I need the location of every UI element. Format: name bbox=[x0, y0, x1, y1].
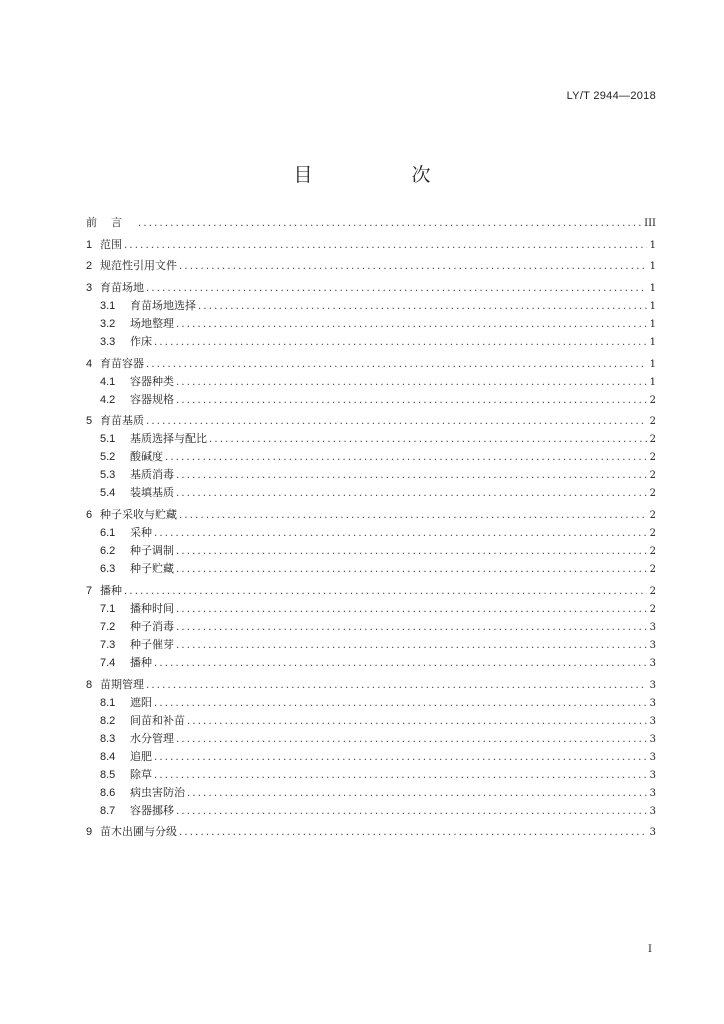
toc-entry-number: 5.4 bbox=[100, 487, 116, 500]
toc-entry-label: 水分管理 bbox=[130, 731, 174, 745]
dot-leader bbox=[179, 824, 647, 842]
toc-entry-label: 范围 bbox=[100, 237, 122, 251]
toc-entry-number: 4.2 bbox=[100, 393, 116, 406]
toc-entry-label: 播种时间 bbox=[130, 601, 174, 615]
toc-entry bbox=[86, 315, 656, 333]
toc-entry-number: 7.1 bbox=[100, 602, 116, 615]
dot-leader bbox=[187, 713, 647, 731]
dot-leader bbox=[179, 258, 647, 276]
dot-leader bbox=[138, 215, 641, 233]
toc-entry bbox=[86, 297, 656, 315]
toc-entry-number: 4.1 bbox=[100, 375, 116, 388]
toc-entry-page: 1 bbox=[649, 337, 656, 349]
toc-entry bbox=[86, 373, 656, 391]
toc-entry-number: 3 bbox=[86, 282, 93, 295]
toc-entry bbox=[86, 676, 656, 694]
toc-entry bbox=[86, 712, 656, 730]
dot-leader bbox=[154, 655, 647, 673]
dot-leader bbox=[176, 467, 647, 485]
dot-leader bbox=[124, 237, 647, 255]
dot-leader bbox=[154, 334, 647, 352]
toc-entry bbox=[86, 618, 656, 636]
toc-entry-page: 3 bbox=[649, 805, 656, 817]
toc-entry-label: 基质消毒 bbox=[130, 468, 174, 482]
toc-entry bbox=[86, 484, 656, 502]
dot-leader bbox=[187, 785, 647, 803]
toc-entry bbox=[86, 748, 656, 766]
toc-entry-page: 2 bbox=[649, 488, 656, 500]
toc-entry-page: 3 bbox=[649, 787, 656, 799]
toc-entry-label: 容器挪移 bbox=[130, 803, 174, 817]
toc-entry-page: 2 bbox=[649, 394, 656, 406]
toc-entry-label: 苗期管理 bbox=[100, 677, 144, 691]
toc-entry-number: 6.3 bbox=[100, 563, 116, 576]
dot-leader bbox=[154, 767, 647, 785]
dot-leader bbox=[176, 392, 647, 410]
toc-entry-label: 除草 bbox=[130, 767, 152, 781]
toc-entry-label: 种子调制 bbox=[130, 544, 174, 558]
toc-entry bbox=[86, 236, 656, 254]
toc-entry-number: 5 bbox=[86, 415, 93, 428]
dot-leader bbox=[146, 413, 647, 431]
dot-leader bbox=[124, 583, 647, 601]
toc-entry-page: 3 bbox=[649, 639, 656, 651]
toc-entry-number: 8.6 bbox=[100, 786, 116, 799]
toc-entry-label: 基质选择与配比 bbox=[130, 432, 207, 446]
dot-leader bbox=[198, 298, 647, 316]
toc-entry-number: 8 bbox=[86, 678, 93, 691]
toc-entry-page: 3 bbox=[649, 733, 656, 745]
toc-entry-page: 3 bbox=[649, 697, 656, 709]
dot-leader bbox=[176, 374, 647, 392]
toc-entry-page: 1 bbox=[649, 283, 656, 295]
toc-entry-page: 2 bbox=[649, 603, 656, 615]
toc-entry-number: 2 bbox=[86, 260, 93, 273]
toc-entry-number: 7.2 bbox=[100, 620, 116, 633]
dot-leader bbox=[176, 601, 647, 619]
dot-leader bbox=[176, 561, 647, 579]
toc-entry-number: 8.3 bbox=[100, 732, 116, 745]
toc-entry-number: 6.1 bbox=[100, 527, 116, 540]
toc-entry-page: 2 bbox=[649, 585, 656, 597]
toc-entry-label: 前言 bbox=[86, 216, 136, 229]
toc-entry bbox=[86, 430, 656, 448]
toc-entry-page: III bbox=[644, 218, 656, 229]
toc-entry bbox=[86, 636, 656, 654]
toc-entry-page: 1 bbox=[649, 301, 656, 313]
toc-entry-number: 8.4 bbox=[100, 750, 116, 763]
toc-entry-number: 1 bbox=[86, 238, 93, 251]
toc-entry-label: 作床 bbox=[130, 335, 152, 349]
toc-entry-label: 酸碱度 bbox=[130, 450, 163, 464]
toc-entry-label: 种子催芽 bbox=[130, 637, 174, 651]
toc-entry bbox=[86, 391, 656, 409]
toc-entry-page: 2 bbox=[649, 510, 656, 522]
toc-entry-label: 种子采收与贮藏 bbox=[100, 508, 177, 522]
toc-entry-label: 遮阳 bbox=[130, 695, 152, 709]
toc-entry-label: 装填基质 bbox=[130, 486, 174, 500]
toc-entry bbox=[86, 355, 656, 373]
dot-leader bbox=[176, 803, 647, 821]
toc-entry-label: 育苗场地 bbox=[100, 281, 144, 295]
toc-entry-label: 种子贮藏 bbox=[130, 562, 174, 576]
dot-leader bbox=[176, 316, 647, 334]
toc-entry-number: 8.7 bbox=[100, 804, 116, 817]
toc-entry-label: 容器规格 bbox=[130, 392, 174, 406]
dot-leader bbox=[146, 356, 647, 374]
toc-entry bbox=[86, 802, 656, 820]
toc-entry-number: 3.3 bbox=[100, 336, 116, 349]
dot-leader bbox=[154, 525, 647, 543]
toc-entry-page: 2 bbox=[649, 416, 656, 428]
toc-entry-page: 3 bbox=[649, 657, 656, 669]
toc-entry-page: 2 bbox=[649, 528, 656, 540]
toc-entry-label: 容器种类 bbox=[130, 374, 174, 388]
toc-entry-page: 2 bbox=[649, 470, 656, 482]
toc-entry-page: 1 bbox=[649, 376, 656, 388]
dot-leader bbox=[176, 619, 647, 637]
toc-entry bbox=[86, 466, 656, 484]
toc-entry-page: 1 bbox=[649, 319, 656, 331]
toc-entry-page: 2 bbox=[649, 564, 656, 576]
toc-entry bbox=[86, 823, 656, 841]
toc-entry-page: 3 bbox=[649, 751, 656, 763]
toc-entry-page: 3 bbox=[649, 621, 656, 633]
toc-entry bbox=[86, 654, 656, 672]
toc-entry-page: 3 bbox=[649, 715, 656, 727]
toc-entry-number: 7.4 bbox=[100, 656, 116, 669]
toc-entry-page: 1 bbox=[649, 261, 656, 273]
toc-entry-page: 2 bbox=[649, 434, 656, 446]
toc-entry-label: 播种 bbox=[100, 583, 122, 597]
toc-entry-number: 5.2 bbox=[100, 451, 116, 464]
toc-entry bbox=[86, 560, 656, 578]
toc-entry bbox=[86, 542, 656, 560]
toc-entry-page: 1 bbox=[649, 358, 656, 370]
toc-entry-number: 5.3 bbox=[100, 469, 116, 482]
toc-entry-label: 追肥 bbox=[130, 749, 152, 763]
dot-leader bbox=[146, 280, 647, 298]
dot-leader bbox=[176, 731, 647, 749]
toc-entry-label: 育苗基质 bbox=[100, 414, 144, 428]
dot-leader bbox=[176, 485, 647, 503]
toc-entry bbox=[86, 279, 656, 297]
toc-entry-label: 育苗场地选择 bbox=[130, 299, 196, 313]
page-number: I bbox=[648, 944, 652, 955]
toc-entry bbox=[86, 412, 656, 430]
toc-entry-number: 3.2 bbox=[100, 318, 116, 331]
toc-entry-label: 播种 bbox=[130, 655, 152, 669]
toc-entry bbox=[86, 257, 656, 275]
dot-leader bbox=[176, 543, 647, 561]
dot-leader bbox=[176, 637, 647, 655]
dot-leader bbox=[154, 749, 647, 767]
toc-entry-page: 3 bbox=[649, 679, 656, 691]
dot-leader bbox=[179, 507, 647, 525]
toc-entry bbox=[86, 506, 656, 524]
toc-entry-page: 2 bbox=[649, 452, 656, 464]
toc-entry-number: 5.1 bbox=[100, 433, 116, 446]
toc-entry-label: 规范性引用文件 bbox=[100, 259, 177, 273]
toc-entry-page: 3 bbox=[649, 827, 656, 839]
toc-entry-label: 育苗容器 bbox=[100, 356, 144, 370]
toc-entry-label: 场地整理 bbox=[130, 317, 174, 331]
table-of-contents bbox=[86, 214, 656, 841]
toc-entry-label: 苗木出圃与分级 bbox=[100, 825, 177, 839]
toc-entry bbox=[86, 766, 656, 784]
toc-entry-label: 采种 bbox=[130, 526, 152, 540]
toc-entry-label: 种子消毒 bbox=[130, 619, 174, 633]
toc-entry bbox=[86, 214, 656, 232]
toc-entry-number: 7 bbox=[86, 584, 93, 597]
toc-entry-page: 1 bbox=[649, 239, 656, 251]
page-title: 目 次 bbox=[293, 164, 471, 186]
toc-entry-page: 3 bbox=[649, 769, 656, 781]
toc-entry-number: 8.2 bbox=[100, 714, 116, 727]
toc-entry-page: 2 bbox=[649, 546, 656, 558]
toc-entry-label: 病虫害防治 bbox=[130, 785, 185, 799]
dot-leader bbox=[165, 449, 647, 467]
dot-leader bbox=[154, 695, 647, 713]
toc-entry bbox=[86, 600, 656, 618]
toc-entry-number: 6.2 bbox=[100, 545, 116, 558]
toc-entry bbox=[86, 524, 656, 542]
toc-entry-number: 3.1 bbox=[100, 300, 116, 313]
toc-entry-number: 6 bbox=[86, 509, 93, 522]
toc-entry-number: 9 bbox=[86, 826, 93, 839]
toc-entry-number: 7.3 bbox=[100, 638, 116, 651]
standard-code: LY/T 2944—2018 bbox=[566, 90, 656, 102]
toc-entry-number: 8.5 bbox=[100, 768, 116, 781]
toc-entry-label: 间苗和补苗 bbox=[130, 713, 185, 727]
toc-entry bbox=[86, 784, 656, 802]
toc-entry-number: 8.1 bbox=[100, 696, 116, 709]
toc-entry bbox=[86, 694, 656, 712]
dot-leader bbox=[146, 677, 647, 695]
toc-entry bbox=[86, 582, 656, 600]
dot-leader bbox=[209, 431, 647, 449]
toc-entry bbox=[86, 448, 656, 466]
toc-entry bbox=[86, 730, 656, 748]
toc-entry-number: 4 bbox=[86, 357, 93, 370]
toc-entry bbox=[86, 333, 656, 351]
